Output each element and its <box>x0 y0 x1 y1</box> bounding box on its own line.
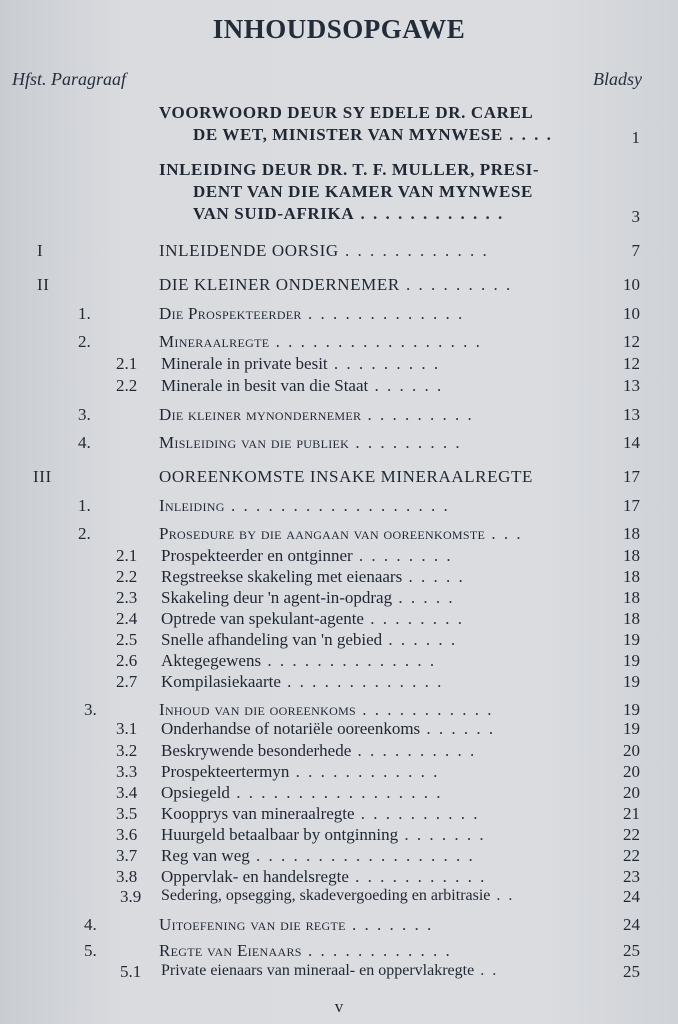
toc-subsection-entry: Opsiegeld . . . . . . . . . . . . . . . . . <box>161 783 443 802</box>
toc-subsection-number: 3.2 <box>116 741 138 760</box>
toc-page-number: 21 <box>623 804 640 823</box>
toc-chapter-number: II <box>37 275 50 294</box>
toc-page-number: 14 <box>623 433 640 452</box>
toc-subsection-number: 2.4 <box>116 609 138 628</box>
toc-entry-intro-line2: DENT VAN DIE KAMER VAN MYNWESE <box>193 182 533 201</box>
toc-page-number: 22 <box>623 846 640 865</box>
toc-page-number: 19 <box>623 651 640 670</box>
toc-page-number: 20 <box>623 783 640 802</box>
toc-subsection-number: 2.3 <box>116 588 138 607</box>
toc-section-entry: Die Prospekteerder . . . . . . . . . . . . . <box>159 304 465 323</box>
toc-subsection-entry: Prospekteerder en ontginner . . . . . . . . <box>161 546 453 565</box>
page-title: INHOUDSOPGAWE <box>212 14 466 44</box>
toc-section-entry: Inleiding . . . . . . . . . . . . . . . . . . <box>159 496 450 515</box>
toc-section-number: 4. <box>84 915 97 934</box>
toc-section-number: 2. <box>78 332 91 351</box>
column-header-chapter-paragraph: Hfst. Paragraaf <box>12 69 127 89</box>
toc-page-number: 12 <box>623 354 640 373</box>
toc-chapter-entry: DIE KLEINER ONDERNEMER . . . . . . . . . <box>159 275 513 294</box>
toc-subsection-number: 3.4 <box>116 783 138 802</box>
toc-section-entry: Mineraalregte . . . . . . . . . . . . . . . . . <box>159 332 482 351</box>
toc-page-number: 25 <box>623 962 640 981</box>
toc-subsection-entry: Skakeling deur 'n agent-in-opdrag . . . . . <box>161 588 455 607</box>
toc-section-entry: Inhoud van die ooreenkoms . . . . . . . . . . . <box>159 700 494 719</box>
toc-subsection-entry: Huurgeld betaalbaar by ontginning . . . . . . . <box>161 825 486 844</box>
toc-subsection-number: 3.3 <box>116 762 138 781</box>
toc-page-number: 23 <box>623 867 640 886</box>
toc-subsection-entry: Koopprys van mineraalregte . . . . . . . . . . <box>161 804 480 823</box>
toc-subsection-entry: Regstreekse skakeling met eienaars . . . . . <box>161 567 465 586</box>
toc-page-number: 18 <box>623 546 640 565</box>
toc-page-number: 17 <box>623 467 640 486</box>
toc-chapter-entry: INLEIDENDE OORSIG . . . . . . . . . . . . <box>159 241 489 260</box>
toc-section-entry: Regte van Eienaars . . . . . . . . . . . . <box>159 941 452 960</box>
toc-subsection-entry: Reg van weg . . . . . . . . . . . . . . . . . . <box>161 846 475 865</box>
toc-entry-foreword-line1: VOORWOORD DEUR SY EDELE DR. CAREL <box>159 103 534 122</box>
toc-page-number: 12 <box>623 332 640 351</box>
toc-page-number: 18 <box>623 588 640 607</box>
toc-subsection-entry: Sedering, opsegging, skadevergoeding en arbitrasie . . <box>161 887 515 904</box>
toc-section-entry: Misleiding van die publiek . . . . . . . . . <box>159 433 462 452</box>
toc-subsection-number: 2.5 <box>116 630 138 649</box>
toc-section-number: 4. <box>78 433 91 452</box>
toc-page-number: 3 <box>631 207 640 226</box>
toc-subsection-entry: Aktegegewens . . . . . . . . . . . . . . <box>161 651 437 670</box>
toc-page-number: 18 <box>623 567 640 586</box>
toc-subsection-entry: Prospekteertermyn . . . . . . . . . . . . <box>161 762 440 781</box>
toc-subsection-number: 3.7 <box>116 846 138 865</box>
toc-page-number: 19 <box>623 630 640 649</box>
toc-page-number: 10 <box>623 304 640 323</box>
toc-section-number: 3. <box>78 405 91 424</box>
toc-section-entry: Uitoefening van die regte . . . . . . . <box>159 915 434 934</box>
toc-subsection-entry: Onderhandse of notariële ooreenkoms . . . . . . <box>161 719 496 738</box>
toc-subsection-entry: Private eienaars van mineraal- en oppervlakregte . . <box>161 962 499 979</box>
toc-page-number: 13 <box>623 376 640 395</box>
toc-page-number: 24 <box>623 915 640 934</box>
toc-chapter-entry: OOREENKOMSTE INSAKE MINERAALREGTE <box>159 467 533 486</box>
toc-page-number: 24 <box>623 887 640 906</box>
toc-subsection-number: 2.2 <box>116 376 138 395</box>
toc-page-number: 10 <box>623 275 640 294</box>
toc-section-number: 1. <box>78 304 91 323</box>
toc-chapter-number: I <box>37 241 44 260</box>
toc-subsection-entry: Oppervlak- en handelsregte . . . . . . . . . . . <box>161 867 487 886</box>
toc-subsection-number: 2.7 <box>116 672 138 691</box>
toc-page-number: 13 <box>623 405 640 424</box>
toc-page-number: 7 <box>631 241 640 260</box>
toc-chapter-number: III <box>33 467 52 486</box>
toc-subsection-number: 2.2 <box>116 567 138 586</box>
toc-page-number: 1 <box>631 128 640 147</box>
toc-entry-intro-line1: INLEIDING DEUR DR. T. F. MULLER, PRESI- <box>159 160 540 179</box>
toc-subsection-number: 3.9 <box>120 887 142 906</box>
toc-subsection-entry: Minerale in besit van die Staat . . . . . . <box>161 376 444 395</box>
toc-page-number: 18 <box>623 609 640 628</box>
toc-subsection-number: 3.1 <box>116 719 138 738</box>
toc-section-number: 1. <box>78 496 91 515</box>
toc-subsection-number: 3.8 <box>116 867 138 886</box>
toc-entry-foreword-line2: DE WET, MINISTER VAN MYNWESE . . . . <box>193 125 553 144</box>
toc-section-entry: Die kleiner mynondernemer . . . . . . . . . <box>159 405 474 424</box>
toc-page-number: 20 <box>623 741 640 760</box>
toc-section-entry: Prosedure by die aangaan van ooreenkomste . . . <box>159 524 523 543</box>
toc-subsection-number: 3.6 <box>116 825 138 844</box>
toc-section-number: 3. <box>84 700 97 719</box>
toc-page-number: 19 <box>623 719 640 738</box>
toc-page-number: 17 <box>623 496 640 515</box>
column-header-page: Bladsy <box>593 69 642 89</box>
toc-page-number: 20 <box>623 762 640 781</box>
toc-page-number: 25 <box>623 941 640 960</box>
toc-subsection-entry: Kompilasiekaarte . . . . . . . . . . . . . <box>161 672 444 691</box>
toc-subsection-entry: Beskrywende besonderhede . . . . . . . . . . <box>161 741 477 760</box>
toc-subsection-number: 5.1 <box>120 962 142 981</box>
toc-subsection-entry: Minerale in private besit . . . . . . . . . <box>161 354 441 373</box>
toc-section-number: 5. <box>84 941 97 960</box>
toc-page-number: 19 <box>623 672 640 691</box>
toc-subsection-number: 2.1 <box>116 354 138 373</box>
toc-subsection-entry: Snelle afhandeling van 'n gebied . . . . . . <box>161 630 458 649</box>
toc-page-number: 19 <box>623 700 640 719</box>
toc-subsection-entry: Optrede van spekulant-agente . . . . . . . . <box>161 609 464 628</box>
toc-subsection-number: 2.1 <box>116 546 138 565</box>
toc-subsection-number: 3.5 <box>116 804 138 823</box>
page-footer-number: v <box>334 997 344 1016</box>
toc-entry-intro-line3: VAN SUID-AFRIKA . . . . . . . . . . . . <box>193 204 505 223</box>
toc-subsection-number: 2.6 <box>116 651 138 670</box>
toc-page-number: 22 <box>623 825 640 844</box>
toc-page-number: 18 <box>623 524 640 543</box>
toc-section-number: 2. <box>78 524 91 543</box>
